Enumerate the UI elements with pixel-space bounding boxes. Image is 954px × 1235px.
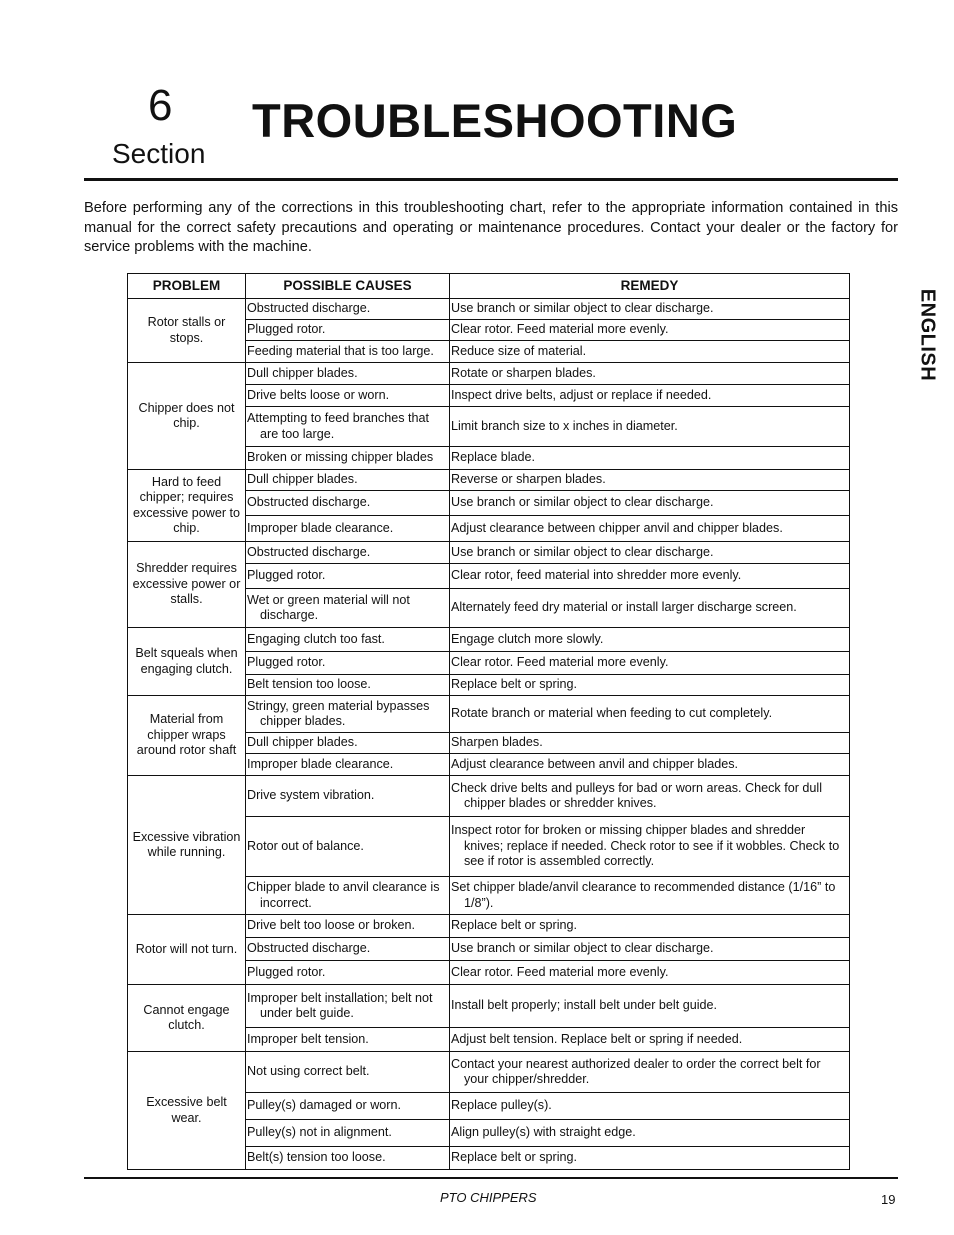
cause-text: Plugged rotor. — [247, 568, 326, 583]
remedy-text: Rotate branch or material when feeding to cut completely. — [451, 706, 773, 721]
cause-text: Plugged rotor. — [247, 964, 326, 979]
table-row — [128, 542, 850, 564]
remedy-cell — [450, 696, 850, 733]
cause-cell — [246, 1052, 450, 1093]
header-remedy: REMEDY — [450, 274, 850, 299]
remedy-cell — [450, 363, 850, 385]
remedy-cell — [450, 385, 850, 407]
cause-text: Wet or green material will not discharge. — [247, 592, 410, 622]
problem-cell: Excessive vibration while running. — [128, 776, 246, 915]
cause-text: Plugged rotor. — [247, 655, 326, 670]
remedy-text: Replace belt or spring. — [451, 918, 578, 933]
cause-text: Obstructed discharge. — [247, 301, 371, 316]
cause-text: Drive belts loose or worn. — [247, 387, 390, 402]
cause-text: Dull chipper blades. — [247, 365, 358, 380]
remedy-cell — [450, 1093, 850, 1120]
cause-cell — [246, 1093, 450, 1120]
table-row — [128, 628, 850, 652]
remedy-text: Install belt properly; install belt under belt guide. — [451, 998, 718, 1013]
problem-cell: Material from chipper wraps around rotor shaft — [128, 696, 246, 776]
problem-cell: Hard to feed chipper; requires excessive power to chip. — [128, 470, 246, 542]
cause-cell — [246, 589, 450, 628]
remedy-text: Limit branch size to x inches in diameter. — [451, 418, 678, 433]
remedy-cell — [450, 470, 850, 491]
table-row — [128, 915, 850, 938]
remedy-text: Reduce size of material. — [451, 343, 587, 358]
remedy-cell — [450, 754, 850, 776]
cause-cell — [246, 961, 450, 985]
cause-text: Improper belt tension. — [247, 1031, 369, 1046]
cause-cell — [246, 363, 450, 385]
footer-title: PTO CHIPPERS — [440, 1190, 537, 1205]
cause-text: Obstructed discharge. — [247, 495, 371, 510]
cause-text: Pulley(s) not in alignment. — [247, 1125, 392, 1140]
cause-cell — [246, 877, 450, 915]
table-header-row — [128, 274, 850, 299]
table-row — [128, 363, 850, 385]
remedy-text: Rotate or sharpen blades. — [451, 365, 596, 380]
remedy-text: Use branch or similar object to clear discharge. — [451, 301, 714, 316]
cause-text: Obstructed discharge. — [247, 544, 371, 559]
remedy-text: Adjust clearance between chipper anvil and chipper blades. — [451, 520, 783, 535]
cause-cell — [246, 628, 450, 652]
remedy-cell — [450, 915, 850, 938]
remedy-text: Adjust belt tension. Replace belt or spring if needed. — [451, 1031, 743, 1046]
remedy-cell — [450, 985, 850, 1028]
cause-text: Plugged rotor. — [247, 322, 326, 337]
cause-text: Drive belt too loose or broken. — [247, 918, 416, 933]
remedy-cell — [450, 877, 850, 915]
cause-text: Improper blade clearance. — [247, 756, 394, 771]
cause-cell — [246, 341, 450, 363]
remedy-cell — [450, 652, 850, 675]
cause-cell — [246, 299, 450, 320]
cause-text: Obstructed discharge. — [247, 941, 371, 956]
remedy-text: Contact your nearest authorized dealer to order the correct belt for your chipper/shredder. — [451, 1056, 821, 1086]
remedy-cell — [450, 516, 850, 542]
remedy-text: Replace pulley(s). — [451, 1098, 552, 1113]
remedy-text: Adjust clearance between anvil and chipper blades. — [451, 756, 739, 771]
header-problem: PROBLEM — [128, 274, 246, 299]
cause-cell — [246, 491, 450, 516]
remedy-text: Replace belt or spring. — [451, 1150, 578, 1165]
cause-cell — [246, 564, 450, 589]
cause-text: Dull chipper blades. — [247, 735, 358, 750]
problem-cell: Rotor stalls or stops. — [128, 299, 246, 363]
cause-cell — [246, 817, 450, 877]
remedy-cell — [450, 1147, 850, 1170]
remedy-cell — [450, 491, 850, 516]
cause-cell — [246, 447, 450, 470]
table-body — [128, 299, 850, 1170]
remedy-cell — [450, 1028, 850, 1052]
remedy-text: Replace blade. — [451, 450, 536, 465]
page-number: 19 — [881, 1192, 896, 1207]
table-row — [128, 299, 850, 320]
remedy-text: Clear rotor, feed material into shredder more evenly. — [451, 568, 742, 583]
table-row — [128, 696, 850, 733]
remedy-text: Check drive belts and pulleys for bad or worn areas. Check for dull chipper blades or shredder knives. — [451, 780, 822, 810]
cause-text: Broken or missing chipper blades — [247, 450, 434, 465]
side-language-tab — [912, 280, 942, 390]
remedy-cell — [450, 817, 850, 877]
cause-text: Feeding material that is too large. — [247, 343, 434, 358]
cause-text: Pulley(s) damaged or worn. — [247, 1098, 401, 1113]
cause-cell — [246, 652, 450, 675]
table-row — [128, 985, 850, 1028]
problem-cell: Cannot engage clutch. — [128, 985, 246, 1052]
remedy-text: Clear rotor. Feed material more evenly. — [451, 655, 669, 670]
remedy-cell — [450, 675, 850, 696]
cause-cell — [246, 320, 450, 341]
remedy-text: Align pulley(s) with straight edge. — [451, 1125, 636, 1140]
remedy-cell — [450, 961, 850, 985]
cause-cell — [246, 733, 450, 754]
remedy-text: Reverse or sharpen blades. — [451, 472, 606, 487]
page-title: TROUBLESHOOTING — [252, 94, 738, 147]
cause-cell — [246, 407, 450, 447]
problem-cell: Rotor will not turn. — [128, 915, 246, 985]
remedy-text: Clear rotor. Feed material more evenly. — [451, 964, 669, 979]
section-label: Section — [112, 138, 206, 169]
remedy-text: Alternately feed dry material or install larger discharge screen. — [451, 600, 797, 615]
remedy-cell — [450, 341, 850, 363]
cause-text: Chipper blade to anvil clearance is incorrect. — [247, 880, 440, 910]
table-row — [128, 1052, 850, 1093]
problem-cell: Shredder requires excessive power or stalls. — [128, 542, 246, 628]
cause-cell — [246, 696, 450, 733]
cause-cell — [246, 385, 450, 407]
problem-cell: Belt squeals when engaging clutch. — [128, 628, 246, 696]
cause-text: Stringy, green material bypasses chipper blades. — [247, 698, 430, 728]
table-row — [128, 470, 850, 491]
remedy-cell — [450, 628, 850, 652]
remedy-text: Sharpen blades. — [451, 735, 543, 750]
bottom-divider — [84, 1177, 898, 1179]
cause-cell — [246, 754, 450, 776]
remedy-cell — [450, 320, 850, 341]
remedy-text: Inspect drive belts, adjust or replace if needed. — [451, 387, 712, 402]
remedy-text: Use branch or similar object to clear discharge. — [451, 544, 714, 559]
remedy-cell — [450, 407, 850, 447]
remedy-cell — [450, 542, 850, 564]
cause-cell — [246, 776, 450, 817]
remedy-cell — [450, 447, 850, 470]
top-divider — [84, 178, 898, 181]
cause-cell — [246, 675, 450, 696]
cause-text: Dull chipper blades. — [247, 472, 358, 487]
intro-paragraph: Before performing any of the corrections in this troubleshooting chart, refer to the appropriate information contained in this manual for the correct safety precautions and operating or maintenance procedures. Contact your dealer or the factory for service problems with the machine. — [84, 200, 898, 255]
remedy-cell — [450, 589, 850, 628]
cause-cell — [246, 470, 450, 491]
remedy-text: Replace belt or spring. — [451, 677, 578, 692]
remedy-cell — [450, 733, 850, 754]
cause-text: Drive system vibration. — [247, 788, 375, 803]
remedy-cell — [450, 776, 850, 817]
table-row — [128, 776, 850, 817]
cause-cell — [246, 915, 450, 938]
cause-text: Attempting to feed branches that are too large. — [247, 411, 430, 441]
cause-cell — [246, 1028, 450, 1052]
remedy-cell — [450, 299, 850, 320]
remedy-cell — [450, 1052, 850, 1093]
remedy-text: Use branch or similar object to clear discharge. — [451, 495, 714, 510]
cause-text: Belt tension too loose. — [247, 677, 371, 692]
section-number: 6 — [148, 81, 173, 130]
remedy-cell — [450, 938, 850, 961]
problem-cell: Excessive belt wear. — [128, 1052, 246, 1170]
cause-text: Not using correct belt. — [247, 1064, 370, 1079]
remedy-text: Engage clutch more slowly. — [451, 631, 604, 646]
cause-text: Rotor out of balance. — [247, 838, 364, 853]
remedy-cell — [450, 1120, 850, 1147]
cause-text: Belt(s) tension too loose. — [247, 1150, 386, 1165]
cause-cell — [246, 938, 450, 961]
remedy-text: Use branch or similar object to clear discharge. — [451, 941, 714, 956]
cause-cell — [246, 985, 450, 1028]
cause-text: Improper blade clearance. — [247, 520, 394, 535]
remedy-text: Set chipper blade/anvil clearance to recommended distance (1/16” to 1/8”). — [451, 880, 836, 910]
cause-text: Improper belt installation; belt not under belt guide. — [247, 990, 433, 1020]
problem-cell: Chipper does not chip. — [128, 363, 246, 470]
troubleshooting-table — [127, 273, 850, 1170]
header-possible-causes: POSSIBLE CAUSES — [246, 274, 450, 299]
cause-cell — [246, 1147, 450, 1170]
side-language-label: ENGLISH — [916, 288, 939, 382]
remedy-cell — [450, 564, 850, 589]
remedy-text: Clear rotor. Feed material more evenly. — [451, 322, 669, 337]
cause-cell — [246, 542, 450, 564]
cause-cell — [246, 1120, 450, 1147]
cause-text: Engaging clutch too fast. — [247, 631, 385, 646]
cause-cell — [246, 516, 450, 542]
remedy-text: Inspect rotor for broken or missing chipper blades and shredder knives; replace if needed. Check rotor to see if it wobbles. Check to see if rotor is assembled correctly. — [451, 823, 840, 869]
